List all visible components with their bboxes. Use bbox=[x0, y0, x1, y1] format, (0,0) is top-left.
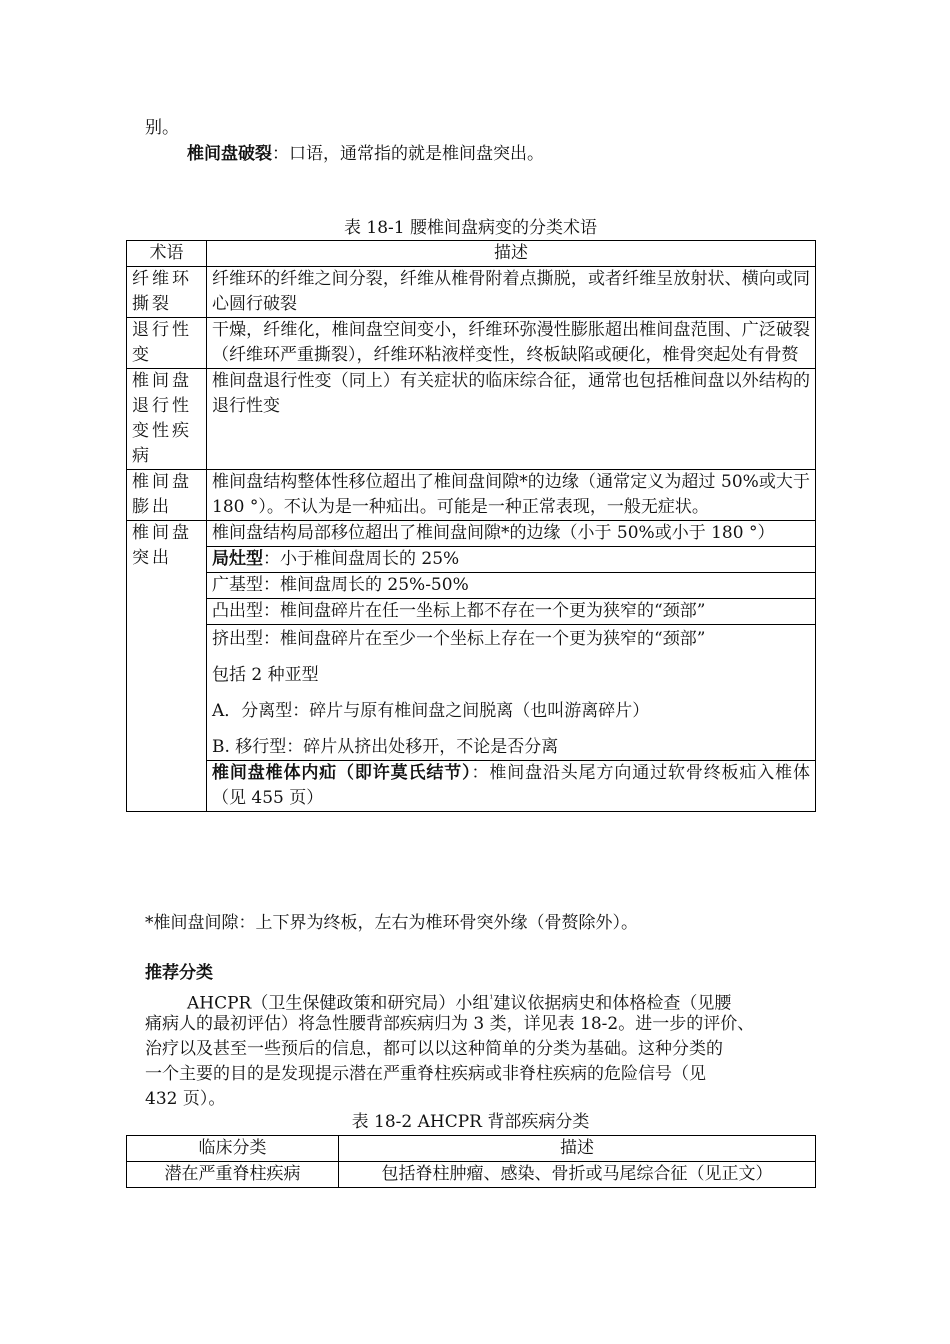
extrusion-text: 挤出型：椎间盘碎片在至少一个坐标上存在一个更为狭窄的“颈部” bbox=[212, 629, 706, 649]
subtypes-text: 包括 2 种亚型 bbox=[212, 665, 319, 685]
table-row bbox=[127, 470, 816, 521]
table-row bbox=[127, 1162, 816, 1188]
table1-header-term: 术语 bbox=[127, 241, 207, 267]
subtype-b-text: B. 移行型：碎片从挤出处移开，不论是否分离 bbox=[212, 737, 559, 757]
desc-cell: 椎间盘退行性变（同上）有关症状的临床综合征，通常也包括椎间盘以外结构的退行性变 bbox=[207, 369, 816, 470]
table-row bbox=[127, 547, 816, 573]
schmorl-desc: ：椎间盘沿头尾方向通过软骨终板疝入椎体（见 455 页） bbox=[212, 763, 811, 808]
table1-header-row bbox=[127, 241, 816, 267]
desc-cell: 椎间盘结构整体性移位超出了椎间盘间隙*的边缘（通常定义为超过 50%或大于 180 °）。不认为是一种疝出。可能是一种正常表现，一般无症状。 bbox=[207, 470, 816, 521]
table2-header-desc: 描述 bbox=[339, 1136, 816, 1162]
table2 bbox=[126, 1135, 816, 1188]
focal-cell bbox=[207, 547, 816, 573]
term-cell: 椎间盘膨出 bbox=[127, 470, 207, 521]
desc-cell: 包括脊柱肿瘤、感染、骨折或马尾综合征（见正文） bbox=[339, 1162, 816, 1188]
rupture-definition bbox=[187, 142, 544, 167]
table2-header-row bbox=[127, 1136, 816, 1162]
desc-cell: 干燥，纤维化，椎间盘空间变小，纤维环弥漫性膨胀超出椎间盘范围、广泛破裂（纤维环严重撕裂），纤维环粘液样变性，终板缺陷或硬化，椎骨突起处有骨赘 bbox=[207, 318, 816, 369]
rupture-term: 椎间盘破裂 bbox=[187, 144, 272, 164]
category-cell: 潜在严重脊柱疾病 bbox=[127, 1162, 339, 1188]
table1-footnote: *椎间盘间隙：上下界为终板，左右为椎环骨突外缘（骨赘除外）。 bbox=[145, 913, 638, 933]
term-cell: 纤维环撕裂 bbox=[127, 267, 207, 318]
table-row bbox=[127, 318, 816, 369]
broad-cell: 广基型：椎间盘周长的 25%-50% bbox=[207, 573, 816, 599]
table1-header-desc: 描述 bbox=[207, 241, 816, 267]
reference-superscript: ¹ bbox=[489, 994, 494, 1005]
table2-caption: 表 18-2 AHCPR 背部疾病分类 bbox=[351, 1112, 590, 1132]
herniation-term-cell: 椎间盘突出 bbox=[127, 521, 207, 812]
table1-caption: 表 18-1 腰椎间盘病变的分类术语 bbox=[344, 218, 597, 238]
table1 bbox=[126, 240, 816, 812]
para-text-1b: 建议依据病史和体格检查（见腰 bbox=[493, 993, 732, 1014]
subtype-a-text: A．分离型：碎片与原有椎间盘之间脱离（也叫游离碎片） bbox=[212, 701, 650, 721]
extrusion-cell bbox=[207, 625, 816, 761]
herniation-main-cell: 椎间盘结构局部移位超出了椎间盘间隙*的边缘（小于 50%或小于 180 °） bbox=[207, 521, 816, 547]
table-row bbox=[127, 521, 816, 547]
table-row bbox=[127, 625, 816, 761]
table-row bbox=[127, 267, 816, 318]
para-line-4: 一个主要的目的是发现提示潜在严重脊柱疾病或非脊柱疾病的危险信号（见 bbox=[145, 1064, 706, 1084]
term-cell: 椎间盘退行性变性疾病 bbox=[127, 369, 207, 470]
para-line-2: 痛病人的最初评估）将急性腰背部疾病归为 3 类，详见表 18-2。进一步的评价、 bbox=[145, 1014, 755, 1034]
para-line-5: 432 页）。 bbox=[145, 1089, 226, 1109]
focal-desc: ：小于椎间盘周长的 25% bbox=[263, 549, 460, 569]
protrusion-cell: 凸出型：椎间盘碎片在任一坐标上都不存在一个更为狭窄的“颈部” bbox=[207, 599, 816, 625]
section-heading: 推荐分类 bbox=[145, 963, 213, 983]
schmorl-label: 椎间盘椎体内疝（即许莫氏结节） bbox=[212, 763, 472, 783]
table-row bbox=[127, 573, 816, 599]
focal-label: 局灶型 bbox=[212, 549, 263, 569]
table2-header-category: 临床分类 bbox=[127, 1136, 339, 1162]
term-cell: 退行性变 bbox=[127, 318, 207, 369]
intro-continuation: 别。 bbox=[145, 118, 179, 138]
table-row bbox=[127, 369, 816, 470]
schmorl-cell bbox=[207, 761, 816, 812]
desc-cell: 纤维环的纤维之间分裂，纤维从椎骨附着点撕脱，或者纤维呈放射状、横向或同心圆行破裂 bbox=[207, 267, 816, 318]
rupture-desc: ：口语，通常指的就是椎间盘突出。 bbox=[272, 144, 544, 164]
para-line-3: 治疗以及甚至一些预后的信息，都可以以这种简单的分类为基础。这种分类的 bbox=[145, 1039, 723, 1059]
table-row bbox=[127, 761, 816, 812]
para-text-1a: AHCPR（卫生保健政策和研究局）小组 bbox=[187, 993, 490, 1014]
table-row bbox=[127, 599, 816, 625]
